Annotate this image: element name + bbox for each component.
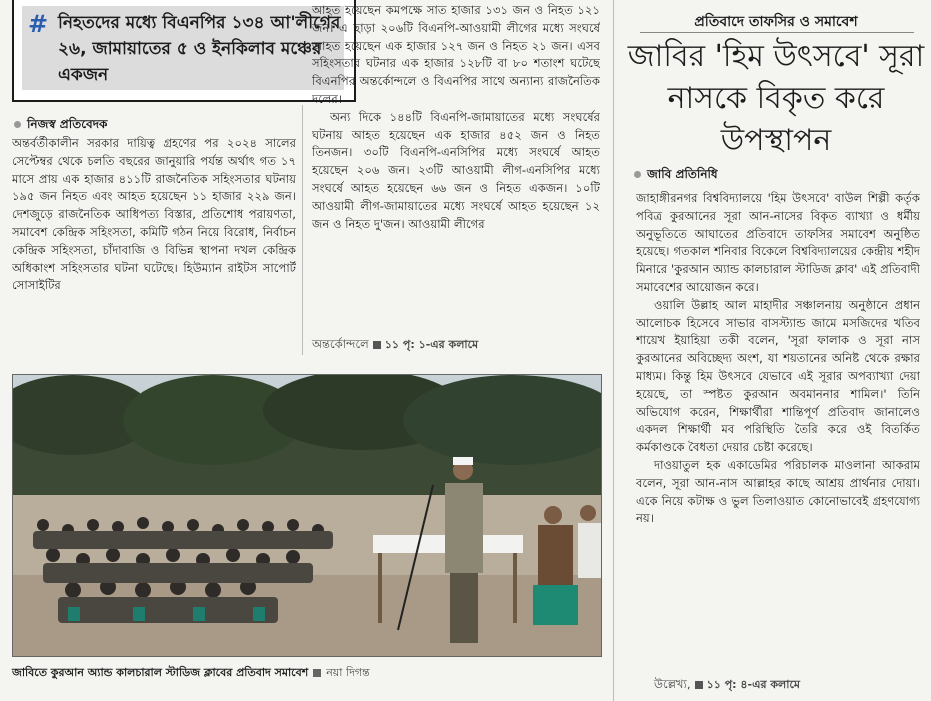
page-column-divider (613, 0, 614, 701)
right-headline: জাবির 'হিম উৎসবে' সূরা নাসকে বিকৃত করে উপস্থাপন (627, 39, 925, 158)
highlight-text: নিহতদের মধ্যে বিএনপির ১৩৪ আ'লীগের ২৬, জামায়াতের ৫ ও ইনকিলাব মঞ্চের একজন (58, 13, 341, 85)
right-kicker: প্রতিবাদে তাফসির ও সমাবেশ (694, 14, 858, 30)
left-col2-end: অন্তর্কোন্দলে (312, 337, 369, 351)
continuation-marker-icon (373, 341, 381, 349)
caption-marker-icon (313, 669, 321, 677)
left-article-col2 (312, 2, 600, 336)
protest-gathering-image (13, 375, 601, 656)
left-article-col1 (12, 135, 296, 355)
bullet-icon (634, 171, 641, 178)
photo-caption (12, 664, 370, 683)
left-byline-text: নিজস্ব প্রতিবেদক (27, 117, 108, 131)
left-col1-text: অন্তর্বর্তীকালীন সরকার দায়িত্ব গ্রহণের পর ২০২৪ সালের সেপ্টেম্বর থেকে চলতি বছরের জানুয়ারি পর্যন্ত অর্থাৎ গত ১৭ মাসে প্রায় এক হাজার ৪১১টি রাজনৈতিক সহিংসতার ঘটনায় ১৯৫ জন নিহত এবং আহত হয়েছেন ১১ হাজার ২২৯ জন। দেশজুড়ে রাজনৈতিক আধিপত্য বিস্তার, প্রতিশোধ পরায়ণতা, সমাবেশ কেন্দ্রিক সহিংসতা, কমিটি গঠন নিয়ে বিরোধ, নির্বাচন কেন্দ্রিক সহিংসতা, চাঁদাবাজি ও বিভিন্ন স্থাপনা দখল কেন্দ্রিক অধিকাংশ সহিংসতার ঘটনা ঘটেছে। হিউম্যান রাইটস সাপোর্ট সোসাইটির (12, 136, 296, 293)
right-article-body (636, 190, 920, 676)
photo-caption-text: জাবিতে কুরআন অ্যান্ড কালচারাল স্টাডিজ ক্লাবের প্রতিবাদ সমাবেশ (12, 666, 309, 679)
highlight-panel (22, 6, 344, 90)
right-byline (634, 166, 718, 186)
right-para3: দাওয়াতুল হক একাডেমির পরিচালক মাওলানা আকরাম বলেন, সূরা আন-নাস আল্লাহর কাছে আশ্রয় প্রার্থনার দোয়া। একে নিয়ে কটাক্ষ ও ভুল তিলাওয়াত কোনোভাবেই গ্রহণযোগ্য নয়। (636, 457, 920, 526)
left-col2-para1: আহত হয়েছেন কমপক্ষে সাত হাজার ১৩১ জন ও নিহত ১২১ জন। এ ছাড়া ২০৬টি বিএনপি-আওয়ামী লীগের মধ্যে সংঘর্ষে আহত হয়েছেন এক হাজার ১২৭ জন ও নিহত ২১ জন। এসব সহিংসতার ঘটনার এক হাজার ১২৮টি বা ৮০ শতাংশ ঘটেছে বিএনপির অন্তর্কোন্দলে ও বিএনপির সাথে অন্যান্য রাজনৈতিক দলের। (312, 3, 600, 106)
left-col2-para2: অন্য দিকে ১৪৪টি বিএনপি-জামায়াতের মধ্যে সংঘর্ষের ঘটনায় আহত হয়েছেন এক হাজার ৪৫২ জন ও নিহত তিনজন। ৩০টি বিএনপি-এনসিপির মধ্যে সংঘর্ষে আহত হয়েছেন ২০৬ জন। ২৩টি আওয়ামী লীগ-এনসিপির মধ্যে সংঘর্ষে আহত হয়েছেন ৬৬ জন ও নিহত একজন। ১০টি আওয়ামী লীগ-জামায়াতের মধ্যে সংঘর্ষে আহত হয়েছেন ১২ জন ও নিহত দু'জন। আওয়ামী লীগের (312, 109, 600, 231)
right-para4: উল্লেখ্য, (654, 677, 691, 691)
left-byline (14, 116, 107, 136)
left-continuation (312, 336, 478, 355)
kicker-underline (640, 32, 914, 33)
highlight-box (12, 0, 356, 102)
right-continuation (654, 676, 800, 695)
left-continuation-text: ১১ পৃ: ১-এর কলামে (384, 338, 479, 351)
right-continuation-text: ১১ পৃ: ৪-এর কলামে (706, 678, 800, 691)
continuation-marker-icon (695, 681, 703, 689)
photo-credit: নয়া দিগন্ত (326, 666, 370, 679)
news-photo (12, 374, 602, 657)
right-para1: জাহাঙ্গীরনগর বিশ্ববিদ্যালয়ে 'হিম উৎসবে' বাউল শিল্পী কর্তৃক পবিত্র কুরআনের সূরা আন-নাসের বিকৃত ব্যাখ্যা ও ধর্মীয় অনুভূতিতে আঘাতের প্রতিবাদে তাফসির সমাবেশ অনুষ্ঠিত হয়েছে। গতকাল শনিবার বিকেলে বিশ্ববিদ্যালয়ের কেন্দ্রীয় শহীদ মিনারে 'কুরআন অ্যান্ড কালচারাল স্টাডিজ ক্লাব' এই প্রতিবাদী সমাবেশের আয়োজন করে। (636, 191, 920, 294)
right-para2: ওয়ালি উল্লাহ আল মাহাদীর সঞ্চালনায় অনুষ্ঠানে প্রধান আলোচক হিসেবে সাভার বাসস্ট্যান্ড জামে মসজিদের খতিব শায়েখ ইয়াহিয়া তকী বলেন, 'সূরা ফালাক ও সূরা নাস কুরআনের অবিচ্ছেদ্য অংশ, যা শয়তানের অনিষ্ট থেকে রক্ষার মাধ্যম। কিন্তু হিম উৎসবে যেভাবে এই সূরার অপব্যাখ্যা দেয়া হয়েছে, তা স্পষ্টত কুরআন অবমাননার শামিল।' তিনি অভিযোগ করেন, শিক্ষার্থীরা শান্তিপূর্ণ প্রতিবাদ জানালেও একদল শিক্ষার্থী মব পরিস্থিতি তৈরি করে ওই বিতর্কিত কর্মকাণ্ডকে বৈধতা দেয়ার চেষ্টা করেছে। (636, 297, 920, 455)
bullet-icon (14, 121, 21, 128)
column-divider (302, 105, 303, 355)
right-byline-text: জাবি প্রতিনিধি (647, 167, 718, 181)
hash-icon: # (28, 10, 49, 38)
